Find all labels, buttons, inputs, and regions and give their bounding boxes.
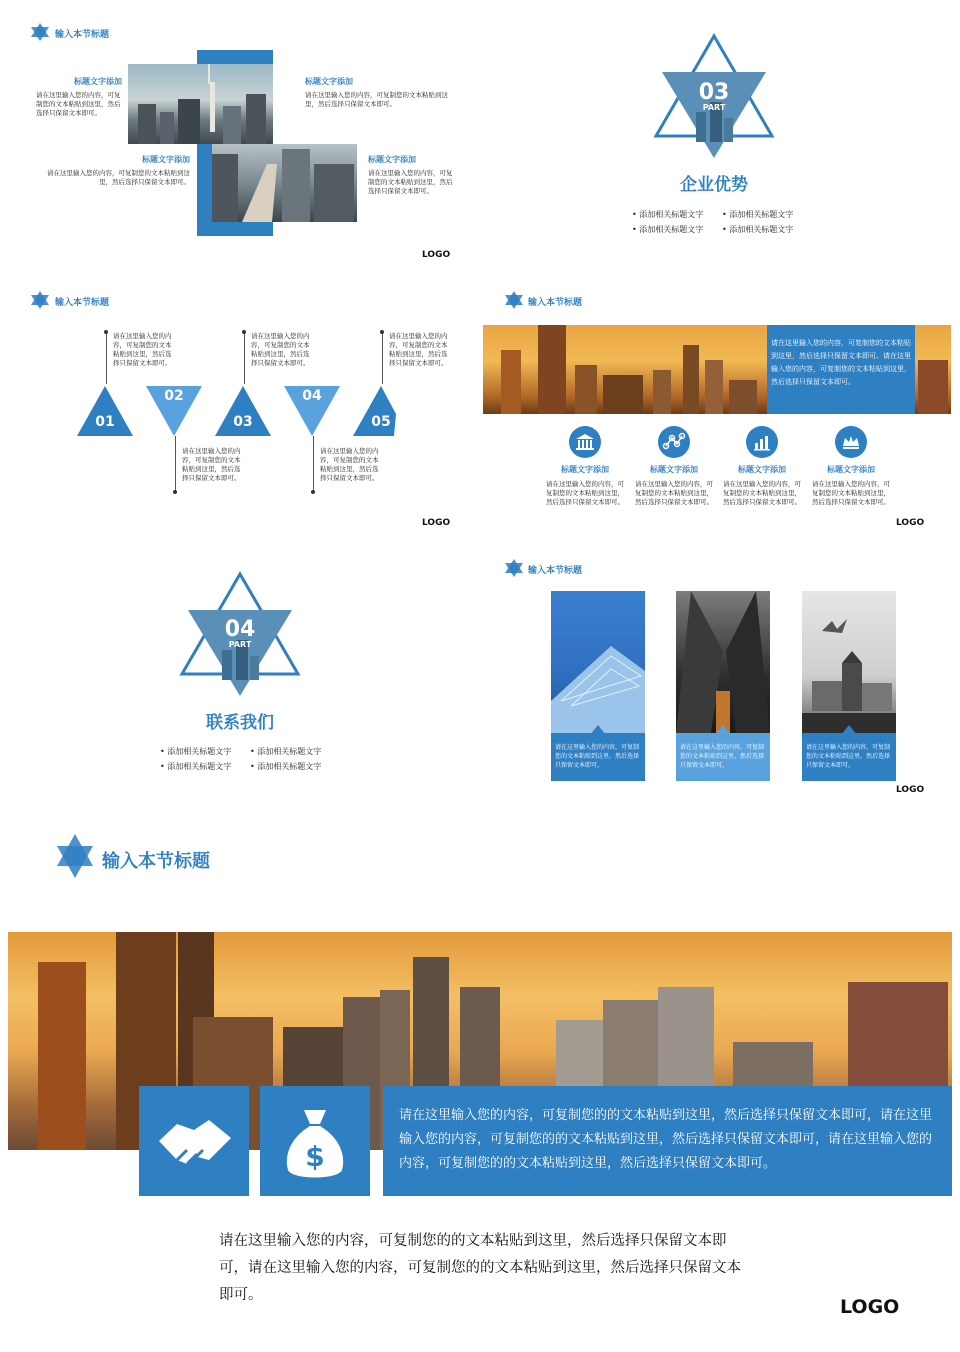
slide-6 <box>482 540 960 808</box>
block-body: 请在这里输入您的内容，可复制您的文本粘贴到这里，然后选择只保留文本即可。 <box>47 169 190 186</box>
card-text-box <box>551 733 645 781</box>
skyscraper-photo <box>676 591 770 733</box>
bullet-list <box>160 746 340 772</box>
feature-title: 标题文字添加 <box>561 465 609 474</box>
logo: LOGO <box>896 785 925 795</box>
slide-5 <box>0 540 478 808</box>
card-3 <box>802 591 896 781</box>
text-block-3 <box>44 154 190 187</box>
connector-dot <box>380 330 384 334</box>
connector-line <box>244 332 245 384</box>
connector-dot <box>242 330 246 334</box>
card-text: 请在这里输入您的内容，可复制您的文本粘贴到这里，然后选择只保留文本即可。 <box>680 744 765 769</box>
logo: LOGO <box>422 250 451 260</box>
card-notch <box>841 725 857 735</box>
svg-text:$: $ <box>305 1140 325 1173</box>
section-title: 输入本节标题 <box>55 30 110 40</box>
card-notch <box>590 725 606 735</box>
bullet-text: 添加相关标题文字 <box>729 210 794 219</box>
block-body: 请在这里输入您的内容，可复制您的文本粘贴到这里，然后选择只保留文本即可。 <box>368 169 453 195</box>
feature-title: 标题文字添加 <box>827 465 875 474</box>
block-title: 标题文字添加 <box>305 77 353 86</box>
slide-7 <box>0 812 960 1352</box>
handshake-icon <box>139 1086 249 1196</box>
feature-1 <box>546 464 624 507</box>
feature-body: 请在这里输入您的内容，可复制您的文本粘贴到这里，然后选择只保留文本即可。 <box>812 480 890 506</box>
slide-2 <box>482 0 960 268</box>
city-photo-1 <box>128 64 273 144</box>
block-title: 标题文字添加 <box>142 155 190 164</box>
blue-building-photo <box>551 591 645 733</box>
bullet-text: 添加相关标题文字 <box>639 225 704 234</box>
banner-text: 请在这里输入您的内容，可复制您的文本粘贴到这里，然后选择只保留文本即可。请在这里输入您的内容，可复制您的文本粘贴到这里，然后选择只保留文本即可。 <box>771 339 911 386</box>
money-bag-tile <box>260 1086 370 1196</box>
step-body: 请在这里输入您的内容，可复制您的文本粘贴到这里，然后选择只保留文本即可。 <box>251 332 310 367</box>
bullet-item: • 添加相关标题文字 <box>250 747 322 756</box>
section-title: 输入本节标题 <box>528 298 583 308</box>
bar-chart-icon <box>746 426 778 458</box>
connector-dot <box>173 490 177 494</box>
bullet-item: • 添加相关标题文字 <box>632 225 704 234</box>
section-title: 输入本节标题 <box>528 566 583 576</box>
part-number: 04 <box>224 617 256 642</box>
feature-title: 标题文字添加 <box>738 465 786 474</box>
slide-1 <box>0 0 478 268</box>
block-title: 标题文字添加 <box>74 77 122 86</box>
card-text-box <box>676 733 770 781</box>
city-photo-2 <box>212 144 357 222</box>
card-notch <box>715 725 731 735</box>
bullet-text: 添加相关标题文字 <box>639 210 704 219</box>
money-bag-icon <box>260 1086 370 1196</box>
section-title: 输入本节标题 <box>55 298 110 308</box>
text-box <box>383 1086 952 1196</box>
card-1 <box>551 591 645 781</box>
bullet-list <box>632 209 812 235</box>
connector-dot <box>311 490 315 494</box>
bullet-text: 添加相关标题文字 <box>257 762 322 771</box>
text-block-2 <box>305 76 451 109</box>
block-title: 标题文字添加 <box>368 155 416 164</box>
step-body: 请在这里输入您的内容，可复制您的文本粘贴到这里，然后选择只保留文本即可。 <box>389 332 448 367</box>
star-of-david-icon <box>504 290 524 310</box>
bullet-item: • 添加相关标题文字 <box>722 225 794 234</box>
step-body: 请在这里输入您的内容，可复制您的文本粘贴到这里，然后选择只保留文本即可。 <box>113 332 172 367</box>
text-box-body: 请在这里输入您的内容，可复制您的的文本粘贴到这里，然后选择只保留文本即可，请在这里输入您的内容，可复制您的的文本粘贴到这里，然后选择只保留文本即可，请在这里输入您的内容，可复制您的的文本粘贴到这里，然后选择只保留文本即可。 <box>399 1108 933 1171</box>
logo: LOGO <box>896 518 925 528</box>
card-2 <box>676 591 770 781</box>
section-title: 输入本节标题 <box>102 851 210 872</box>
body-paragraph: 请在这里输入您的内容，可复制您的的文本粘贴到这里，然后选择只保留文本即可，请在这里输入您的内容，可复制您的的文本粘贴到这里，然后选择只保留文本即可。 <box>219 1233 741 1303</box>
connector-dot <box>104 330 108 334</box>
part-number: 03 <box>698 80 730 105</box>
step-number: 02 <box>164 388 184 404</box>
bullet-item: • 添加相关标题文字 <box>722 210 794 219</box>
step-body: 请在这里输入您的内容，可复制您的文本粘贴到这里，然后选择只保留文本即可。 <box>320 447 379 482</box>
slide-3 <box>0 270 478 538</box>
star-of-david-icon <box>504 558 524 578</box>
feature-body: 请在这里输入您的内容，可复制您的文本粘贴到这里，然后选择只保留文本即可。 <box>635 480 713 506</box>
star-of-david-icon <box>30 290 50 310</box>
bank-icon <box>569 426 601 458</box>
step-body: 请在这里输入您的内容，可复制您的文本粘贴到这里，然后选择只保留文本即可。 <box>182 447 241 482</box>
feature-2 <box>635 464 713 507</box>
feature-body: 请在这里输入您的内容，可复制您的文本粘贴到这里，然后选择只保留文本即可。 <box>723 480 801 506</box>
bullet-item: • 添加相关标题文字 <box>250 762 322 771</box>
part-title: 企业优势 <box>680 175 748 195</box>
card-text: 请在这里输入您的内容，可复制您的文本粘贴到这里，然后选择只保留文本即可。 <box>806 744 891 769</box>
connector-line <box>382 332 383 384</box>
bullet-text: 添加相关标题文字 <box>167 762 232 771</box>
part-label: PART <box>702 103 726 112</box>
logo: LOGO <box>840 1296 900 1318</box>
step-number: 04 <box>302 388 322 404</box>
card-text-box <box>802 733 896 781</box>
part-title: 联系我们 <box>206 713 274 733</box>
feature-3 <box>723 464 801 507</box>
part-label: PART <box>228 640 252 649</box>
feature-body: 请在这里输入您的内容，可复制您的文本粘贴到这里，然后选择只保留文本即可。 <box>546 480 624 506</box>
bullet-text: 添加相关标题文字 <box>167 747 232 756</box>
slide-4 <box>482 270 960 538</box>
star-of-david-icon <box>55 832 95 880</box>
connector-line <box>106 332 107 384</box>
castle-seagull-photo <box>802 591 896 733</box>
text-block-4 <box>368 154 454 196</box>
bullet-item: • 添加相关标题文字 <box>160 762 232 771</box>
text-block-1 <box>36 76 122 118</box>
handshake-tile <box>139 1086 249 1196</box>
connector-line <box>175 436 176 492</box>
banner-text-box <box>767 325 915 414</box>
block-body: 请在这里输入您的内容，可复制您的文本粘贴到这里，然后选择只保留文本即可。 <box>36 91 121 117</box>
star-of-david-icon <box>30 22 50 42</box>
crown-icon <box>835 426 867 458</box>
step-number: 03 <box>233 414 253 430</box>
connector-line <box>313 436 314 492</box>
logo: LOGO <box>422 518 451 528</box>
bullet-text: 添加相关标题文字 <box>257 747 322 756</box>
step-number: 01 <box>95 414 115 430</box>
network-icon <box>658 426 690 458</box>
block-body: 请在这里输入您的内容，可复制您的文本粘贴到这里，然后选择只保留文本即可。 <box>305 91 448 108</box>
bullet-text: 添加相关标题文字 <box>729 225 794 234</box>
bullet-item: • 添加相关标题文字 <box>160 747 232 756</box>
bullet-item: • 添加相关标题文字 <box>632 210 704 219</box>
feature-4 <box>812 464 890 507</box>
card-text: 请在这里输入您的内容，可复制您的文本粘贴到这里，然后选择只保留文本即可。 <box>555 744 640 769</box>
step-number: 05 <box>371 414 391 430</box>
feature-title: 标题文字添加 <box>650 465 698 474</box>
